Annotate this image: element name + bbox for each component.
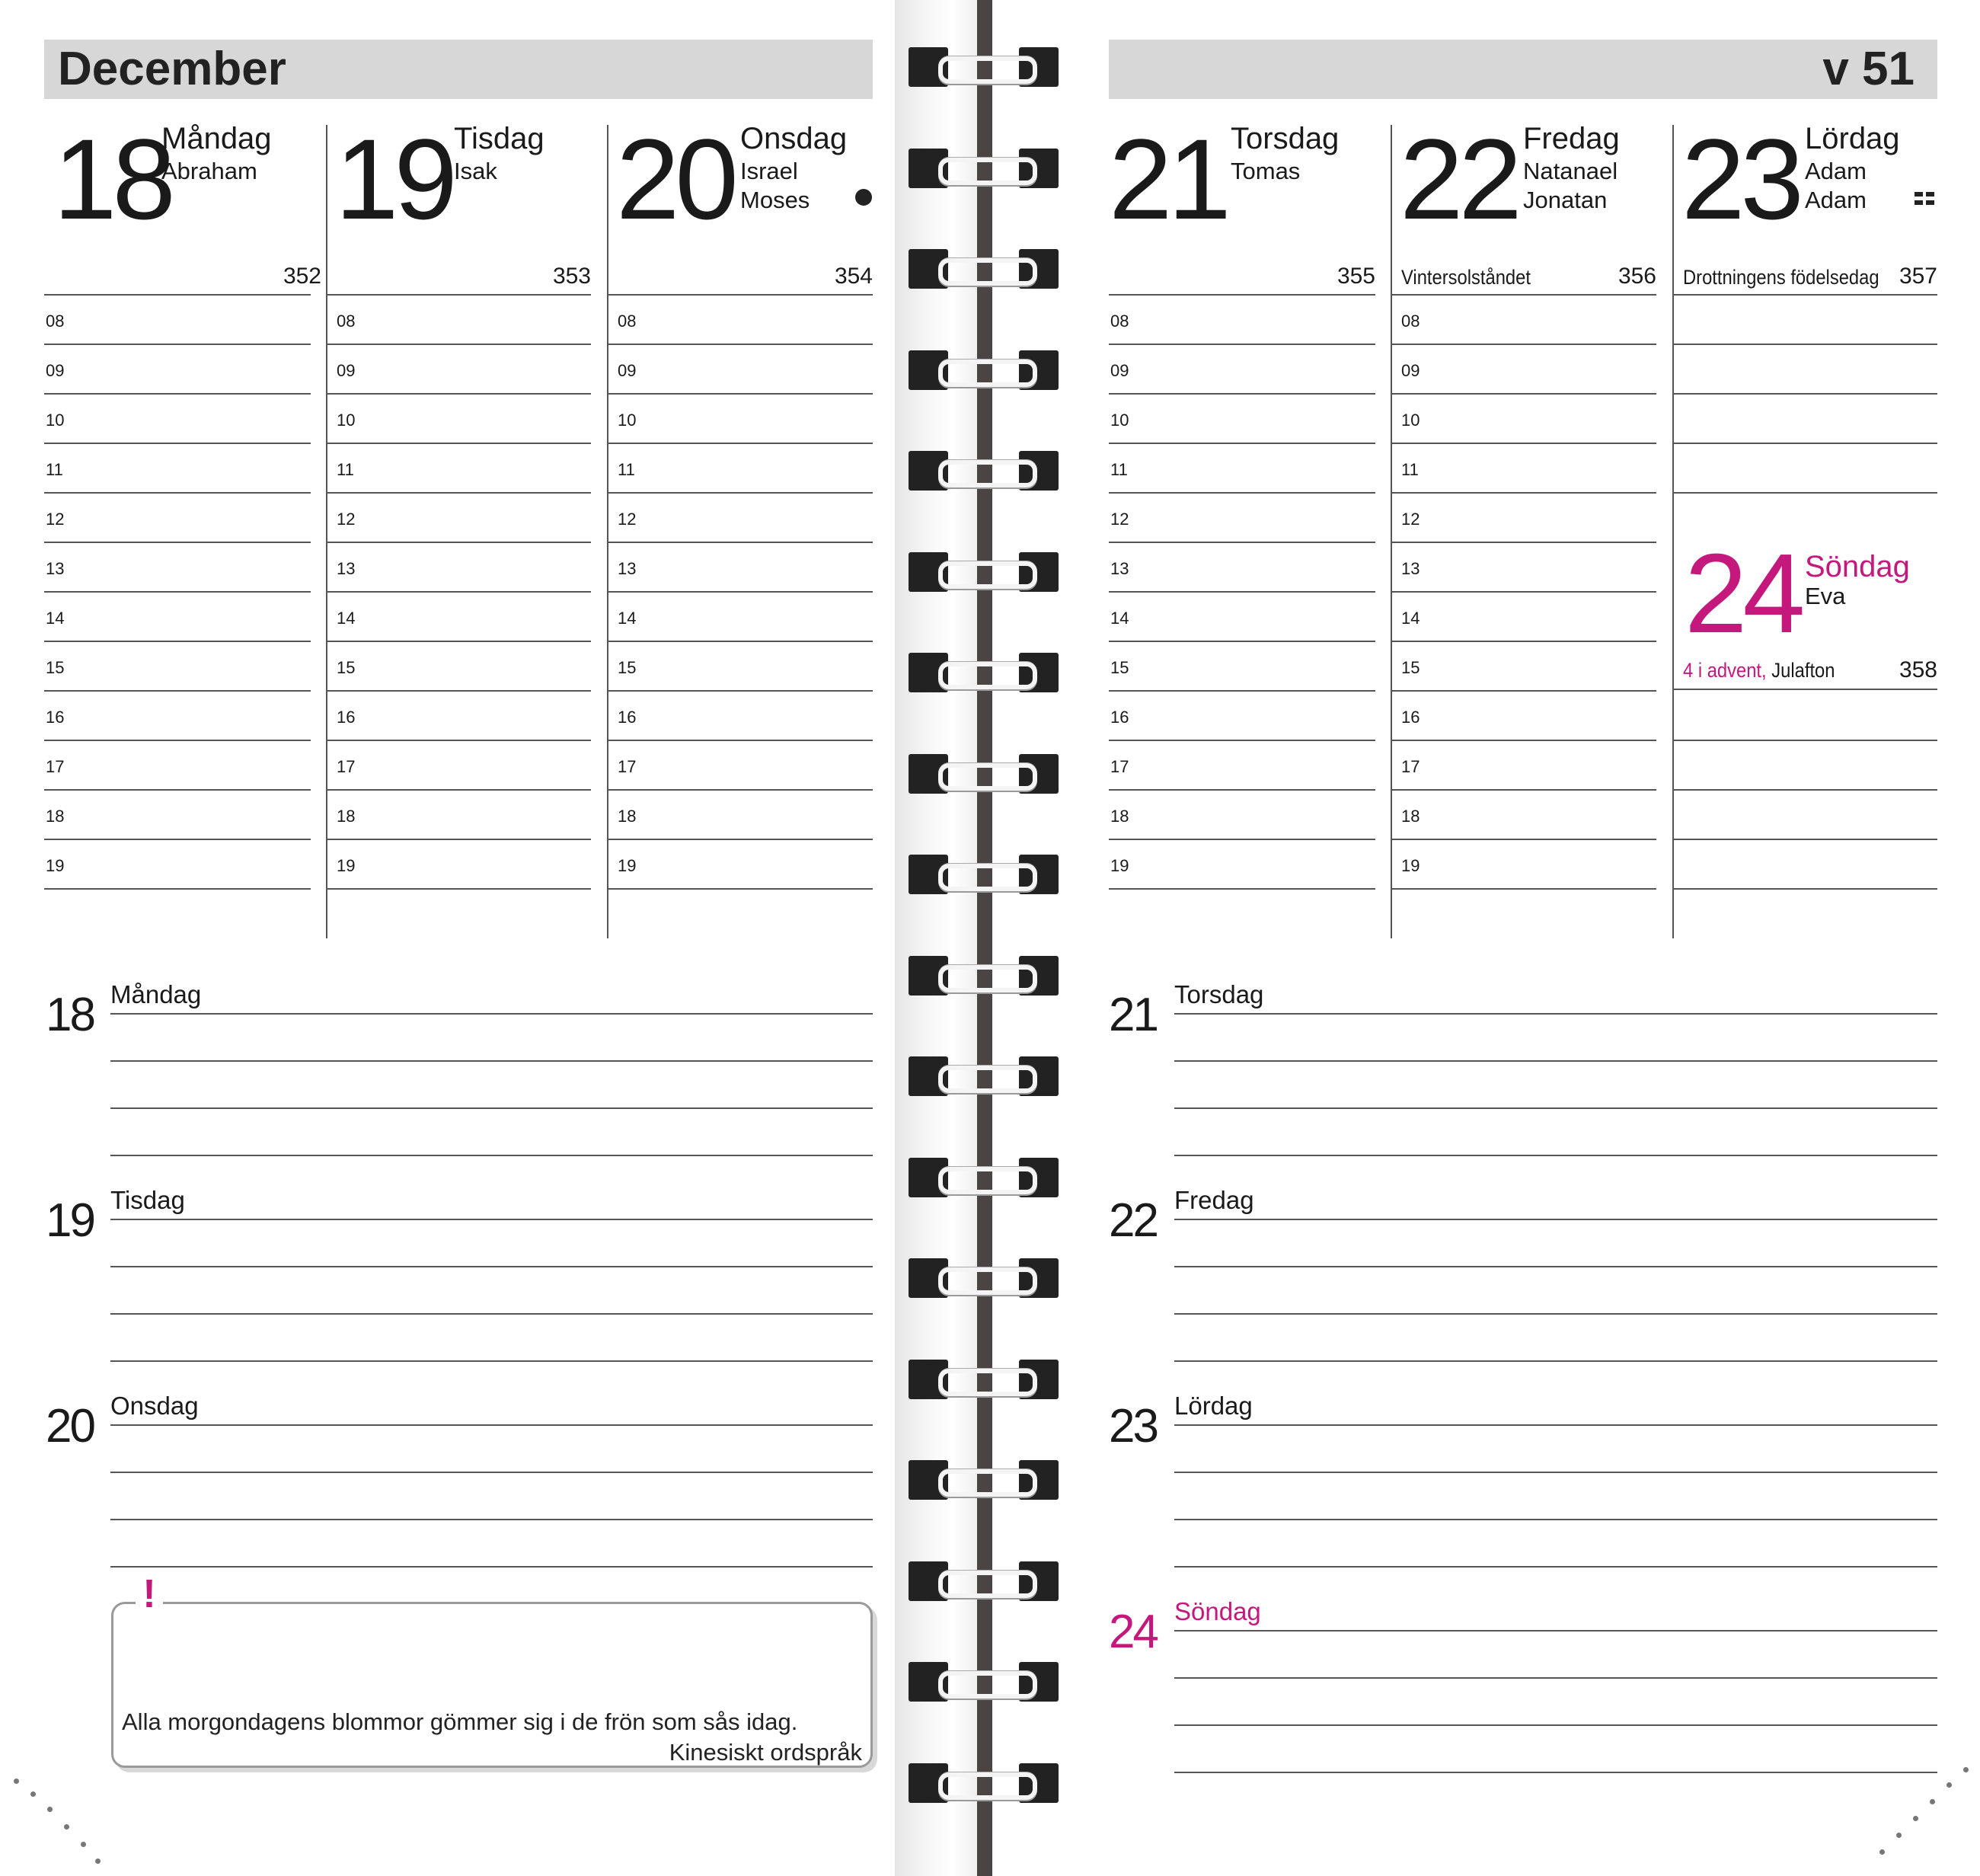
hour-line xyxy=(607,888,873,890)
hour-label: 10 xyxy=(46,411,65,430)
binding-ring xyxy=(938,1571,1037,1598)
hour-line xyxy=(607,443,873,444)
name-day: Tomas xyxy=(1231,158,1301,184)
day-column-tuesday xyxy=(326,115,591,937)
hour-line xyxy=(607,690,873,692)
hour-label: 19 xyxy=(1401,856,1420,875)
advent-label: 4 i advent, xyxy=(1683,659,1767,682)
hour-line xyxy=(1672,839,1937,840)
hour-label: 13 xyxy=(618,559,637,578)
hour-line xyxy=(44,542,311,543)
hour-label: 17 xyxy=(618,757,637,776)
hour-label: 11 xyxy=(46,460,63,479)
hour-label: 18 xyxy=(1110,807,1129,826)
note-line xyxy=(110,1313,873,1315)
hour-label: 15 xyxy=(1110,658,1129,677)
hour-line xyxy=(1109,344,1375,345)
hour-label: 15 xyxy=(337,658,356,677)
note-line xyxy=(1174,1472,1937,1473)
hour-label: 16 xyxy=(46,708,65,727)
hour-line xyxy=(326,542,591,543)
hour-label: 08 xyxy=(1110,312,1129,331)
hour-label: 13 xyxy=(46,559,65,578)
hour-label: 08 xyxy=(46,312,65,331)
day-of-year: 354 xyxy=(834,264,873,289)
hour-line xyxy=(1109,839,1375,840)
hour-line xyxy=(326,740,591,741)
hour-label: 08 xyxy=(618,312,637,331)
hour-label: 09 xyxy=(618,361,637,380)
name-day: Natanael Jonatan xyxy=(1523,158,1618,213)
hour-line xyxy=(44,641,311,642)
sunday-day-of-year: 358 xyxy=(1899,657,1937,682)
hour-label: 14 xyxy=(337,609,356,628)
hour-label: 17 xyxy=(1110,757,1129,776)
column-divider xyxy=(1672,125,1674,938)
hour-label: 19 xyxy=(618,856,637,875)
hour-line xyxy=(44,839,311,840)
note-line xyxy=(110,1013,873,1015)
note-day-name: Onsdag xyxy=(110,1392,199,1420)
hour-line xyxy=(1391,393,1656,395)
hour-line xyxy=(326,294,591,296)
day-date: 20 xyxy=(616,115,734,243)
column-divider xyxy=(607,125,608,938)
binding-ring xyxy=(938,1066,1037,1093)
binding-ring xyxy=(938,1369,1037,1396)
hour-line xyxy=(607,344,873,345)
binding-ring xyxy=(938,460,1037,487)
hour-label: 09 xyxy=(1110,361,1129,380)
note-day-name: Tisdag xyxy=(110,1186,185,1214)
hour-line xyxy=(607,492,873,494)
hour-line xyxy=(326,443,591,444)
hour-line xyxy=(44,492,311,494)
perforation-dot xyxy=(64,1824,69,1830)
week-header: v 51 xyxy=(1109,40,1937,99)
note-line xyxy=(110,1266,873,1267)
sunday-name-day: Eva xyxy=(1805,583,1846,609)
hour-line xyxy=(1109,690,1375,692)
day-name: Måndag xyxy=(161,122,272,155)
hour-label: 15 xyxy=(1401,658,1420,677)
month-header: December xyxy=(44,40,873,99)
hour-line xyxy=(1391,294,1656,296)
column-divider xyxy=(1391,125,1392,938)
hour-line xyxy=(1391,443,1656,444)
perforation-dot xyxy=(30,1791,36,1797)
hour-label: 17 xyxy=(46,757,65,776)
hour-line xyxy=(1391,888,1656,890)
hour-label: 12 xyxy=(1401,510,1420,529)
day-date: 23 xyxy=(1681,115,1800,243)
note-day-name: Måndag xyxy=(110,980,202,1008)
hour-line xyxy=(1391,344,1656,345)
hour-line xyxy=(44,740,311,741)
hour-label: 19 xyxy=(46,856,65,875)
hour-line xyxy=(1672,789,1937,791)
day-column-thursday xyxy=(1109,115,1375,937)
day-column-monday xyxy=(44,115,321,937)
hour-label: 11 xyxy=(337,460,354,479)
note-date: 21 xyxy=(1109,989,1157,1041)
note-line xyxy=(1174,1724,1937,1726)
binding-ring xyxy=(938,158,1037,185)
note-line xyxy=(110,1360,873,1362)
hour-line xyxy=(44,690,311,692)
perforation-dot xyxy=(1896,1833,1902,1838)
hour-line xyxy=(1391,591,1656,593)
binding-ring xyxy=(938,1267,1037,1295)
hour-line xyxy=(1672,689,1937,690)
day-date: 19 xyxy=(335,115,453,243)
hour-line xyxy=(1109,393,1375,395)
note-line xyxy=(110,1566,873,1568)
hour-line xyxy=(1672,492,1937,494)
hour-label: 16 xyxy=(618,708,637,727)
hour-label: 10 xyxy=(618,411,637,430)
day-date: 21 xyxy=(1109,115,1227,243)
hour-label: 12 xyxy=(46,510,65,529)
binding-ring xyxy=(938,56,1037,84)
hour-label: 17 xyxy=(1401,757,1420,776)
day-of-year: 355 xyxy=(1336,264,1375,289)
sunday-day-name: Söndag xyxy=(1805,550,1910,583)
holiday-label: Drottningens födelsedag xyxy=(1683,266,1879,289)
day-name: Tisdag xyxy=(454,122,544,155)
note-date: 20 xyxy=(46,1400,94,1453)
exclamation-icon: ! xyxy=(136,1575,163,1613)
note-line xyxy=(1174,1155,1937,1156)
hour-line xyxy=(1109,888,1375,890)
day-date: 18 xyxy=(53,115,171,243)
hour-line xyxy=(44,443,311,444)
hour-line xyxy=(607,789,873,791)
note-line xyxy=(1174,1107,1937,1109)
hour-line xyxy=(326,888,591,890)
note-day-name: Fredag xyxy=(1174,1186,1254,1214)
hour-label: 11 xyxy=(1110,460,1128,479)
note-line xyxy=(1174,1360,1937,1362)
hour-line xyxy=(1391,542,1656,543)
column-divider xyxy=(326,125,327,938)
hour-line xyxy=(1391,492,1656,494)
note-date: 18 xyxy=(46,989,94,1041)
note-line xyxy=(1174,1060,1937,1062)
hour-line xyxy=(326,393,591,395)
hour-label: 14 xyxy=(46,609,65,628)
hour-line xyxy=(1672,888,1937,890)
quote-text: Alla morgondagens blommor gömmer sig i de frön som sås idag. xyxy=(122,1708,798,1735)
full-moon-dot-icon xyxy=(855,189,872,206)
note-line xyxy=(1174,1266,1937,1267)
note-line xyxy=(110,1472,873,1473)
note-date: 24 xyxy=(1109,1606,1157,1658)
hour-line xyxy=(44,344,311,345)
hour-label: 12 xyxy=(337,510,356,529)
hour-line xyxy=(44,393,311,395)
hour-label: 17 xyxy=(337,757,356,776)
day-of-year: 356 xyxy=(1618,264,1656,289)
note-line xyxy=(110,1107,873,1109)
perforation-dot xyxy=(1879,1849,1885,1855)
hour-label: 09 xyxy=(337,361,356,380)
note-date: 22 xyxy=(1109,1194,1157,1247)
hour-line xyxy=(607,294,873,296)
hour-line xyxy=(1391,789,1656,791)
hour-line xyxy=(1109,542,1375,543)
note-line xyxy=(110,1424,873,1426)
note-line xyxy=(110,1219,873,1220)
note-day-name: Söndag xyxy=(1174,1597,1261,1625)
note-date: 19 xyxy=(46,1194,94,1247)
hour-label: 16 xyxy=(1401,708,1420,727)
perforation-dot xyxy=(47,1807,53,1812)
hour-line xyxy=(1391,839,1656,840)
hour-label: 10 xyxy=(1110,411,1129,430)
hour-line xyxy=(1109,789,1375,791)
hour-label: 13 xyxy=(1110,559,1129,578)
hour-label: 15 xyxy=(46,658,65,677)
hour-line xyxy=(1672,740,1937,741)
hour-line xyxy=(1672,443,1937,444)
note-line xyxy=(1174,1772,1937,1773)
binding-ring xyxy=(938,561,1037,589)
binding-ring xyxy=(938,1469,1037,1497)
hour-line xyxy=(1109,492,1375,494)
note-line xyxy=(1174,1519,1937,1520)
hour-label: 12 xyxy=(618,510,637,529)
binding-ring xyxy=(938,258,1037,286)
holiday-label: Julafton xyxy=(1771,659,1835,682)
hour-line xyxy=(326,591,591,593)
quote-source: Kinesiskt ordspråk xyxy=(669,1739,862,1766)
hour-line xyxy=(607,839,873,840)
binding-ring xyxy=(938,864,1037,891)
hour-line xyxy=(1109,443,1375,444)
perforation-dot xyxy=(81,1842,86,1847)
hour-line xyxy=(607,591,873,593)
hour-label: 10 xyxy=(337,411,356,430)
hour-label: 18 xyxy=(46,807,65,826)
binding-ring xyxy=(938,1167,1037,1194)
note-line xyxy=(1174,1219,1937,1220)
hour-label: 12 xyxy=(1110,510,1129,529)
perforation-dot xyxy=(1963,1767,1969,1772)
day-date: 22 xyxy=(1400,115,1518,243)
hour-label: 14 xyxy=(1401,609,1420,628)
note-line xyxy=(1174,1566,1937,1568)
hour-label: 18 xyxy=(337,807,356,826)
note-line xyxy=(110,1155,873,1156)
hour-line xyxy=(1391,740,1656,741)
hour-line xyxy=(326,789,591,791)
hour-line xyxy=(326,690,591,692)
hour-line xyxy=(607,641,873,642)
hour-label: 09 xyxy=(46,361,65,380)
note-line xyxy=(1174,1013,1937,1015)
hour-label: 09 xyxy=(1401,361,1420,380)
hour-label: 19 xyxy=(1110,856,1129,875)
hour-label: 11 xyxy=(1401,460,1419,479)
perforation-dot xyxy=(1930,1799,1935,1804)
hour-label: 16 xyxy=(337,708,356,727)
hour-line xyxy=(1109,591,1375,593)
note-day-name: Lördag xyxy=(1174,1392,1253,1420)
hour-line xyxy=(44,888,311,890)
day-column-wednesday xyxy=(607,115,873,937)
note-line xyxy=(1174,1424,1937,1426)
note-line xyxy=(1174,1313,1937,1315)
hour-line xyxy=(1391,641,1656,642)
flag-day-icon xyxy=(1915,192,1936,206)
perforation-dot xyxy=(14,1779,19,1784)
hour-line xyxy=(1109,740,1375,741)
hour-label: 13 xyxy=(337,559,356,578)
name-day: Isak xyxy=(454,158,497,184)
hour-label: 18 xyxy=(1401,807,1420,826)
day-column-saturday xyxy=(1672,115,1937,937)
sunday-date: 24 xyxy=(1685,531,1801,657)
hour-line xyxy=(326,492,591,494)
name-day: Abraham xyxy=(161,158,257,184)
binding-ring xyxy=(938,965,1037,992)
hour-label: 10 xyxy=(1401,411,1420,430)
hour-line xyxy=(326,839,591,840)
hour-label: 13 xyxy=(1401,559,1420,578)
hour-line xyxy=(1391,690,1656,692)
hour-line xyxy=(1109,294,1375,296)
note-line xyxy=(110,1060,873,1062)
hour-line xyxy=(44,591,311,593)
hour-label: 19 xyxy=(337,856,356,875)
hour-line xyxy=(607,542,873,543)
day-name: Fredag xyxy=(1523,122,1620,155)
hour-label: 15 xyxy=(618,658,637,677)
binding-ring xyxy=(938,763,1037,791)
hour-line xyxy=(1672,344,1937,345)
hour-line xyxy=(1672,294,1937,296)
hour-label: 08 xyxy=(1401,312,1420,331)
day-of-year: 352 xyxy=(283,264,321,289)
name-day: Adam Adam xyxy=(1805,158,1867,213)
note-line xyxy=(1174,1677,1937,1679)
hour-line xyxy=(44,294,311,296)
hour-label: 14 xyxy=(618,609,637,628)
hour-line xyxy=(44,789,311,791)
day-name: Onsdag xyxy=(740,122,848,155)
perforation-dot xyxy=(95,1858,101,1864)
note-line xyxy=(1174,1630,1937,1632)
hour-line xyxy=(326,344,591,345)
day-name: Lördag xyxy=(1805,122,1900,155)
hour-line xyxy=(607,740,873,741)
binding-ring xyxy=(938,662,1037,689)
day-of-year: 353 xyxy=(552,264,591,289)
note-day-name: Torsdag xyxy=(1174,980,1264,1008)
perforation-dot xyxy=(1946,1782,1952,1788)
hour-line xyxy=(607,393,873,395)
note-line xyxy=(110,1519,873,1520)
hour-label: 11 xyxy=(618,460,635,479)
hour-line xyxy=(1109,641,1375,642)
hour-label: 18 xyxy=(618,807,637,826)
hour-label: 08 xyxy=(337,312,356,331)
sunday-holiday-line xyxy=(1683,657,1835,684)
hour-line xyxy=(1672,393,1937,395)
hour-label: 14 xyxy=(1110,609,1129,628)
hour-line xyxy=(326,641,591,642)
holiday-label: Vintersolståndet xyxy=(1401,266,1531,289)
binding-ring xyxy=(938,360,1037,387)
binding-ring xyxy=(938,1671,1037,1699)
binding-ring xyxy=(938,1772,1037,1800)
note-date: 23 xyxy=(1109,1400,1157,1453)
day-column-friday xyxy=(1391,115,1656,937)
perforation-dot xyxy=(1913,1816,1918,1821)
day-name: Torsdag xyxy=(1231,122,1340,155)
name-day: Israel Moses xyxy=(740,158,810,213)
day-of-year: 357 xyxy=(1899,264,1937,289)
hour-label: 16 xyxy=(1110,708,1129,727)
